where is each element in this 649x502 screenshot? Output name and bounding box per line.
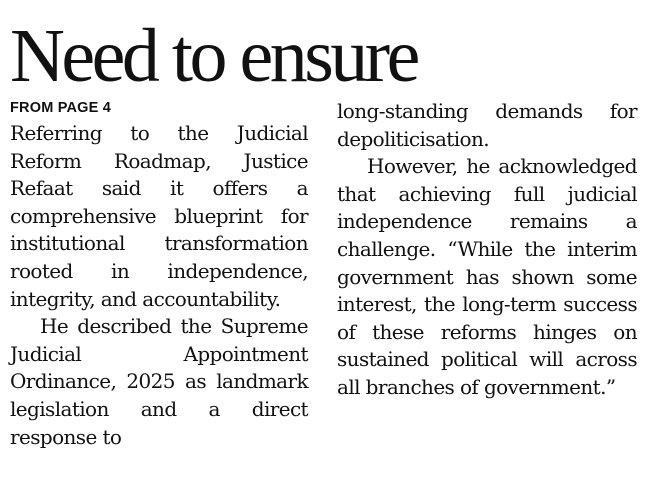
headline: Need to ensure bbox=[10, 14, 417, 98]
kicker-from-page: FROM PAGE 4 bbox=[10, 100, 112, 116]
body-paragraph: He described the Supreme Judicial Appointment Ordinance, 2025 as landmark legislation and a direct response to bbox=[10, 314, 308, 449]
article-column-left bbox=[10, 120, 308, 451]
body-paragraph: long-standing demands for depoliticisation. bbox=[337, 99, 637, 151]
body-paragraph: Referring to the Judicial Reform Roadmap, Justice Refaat said it offers a comprehensive blueprint for institutional transformation rooted in independence, integrity, and accountability. bbox=[10, 121, 308, 311]
body-paragraph: However, he acknowledged that achieving full judicial independence remains a challenge. “While the interim government has shown some interest, the long-term success of these reforms hinges on sustained political will across all branches of government.” bbox=[337, 154, 637, 399]
article-column-right bbox=[337, 98, 637, 402]
